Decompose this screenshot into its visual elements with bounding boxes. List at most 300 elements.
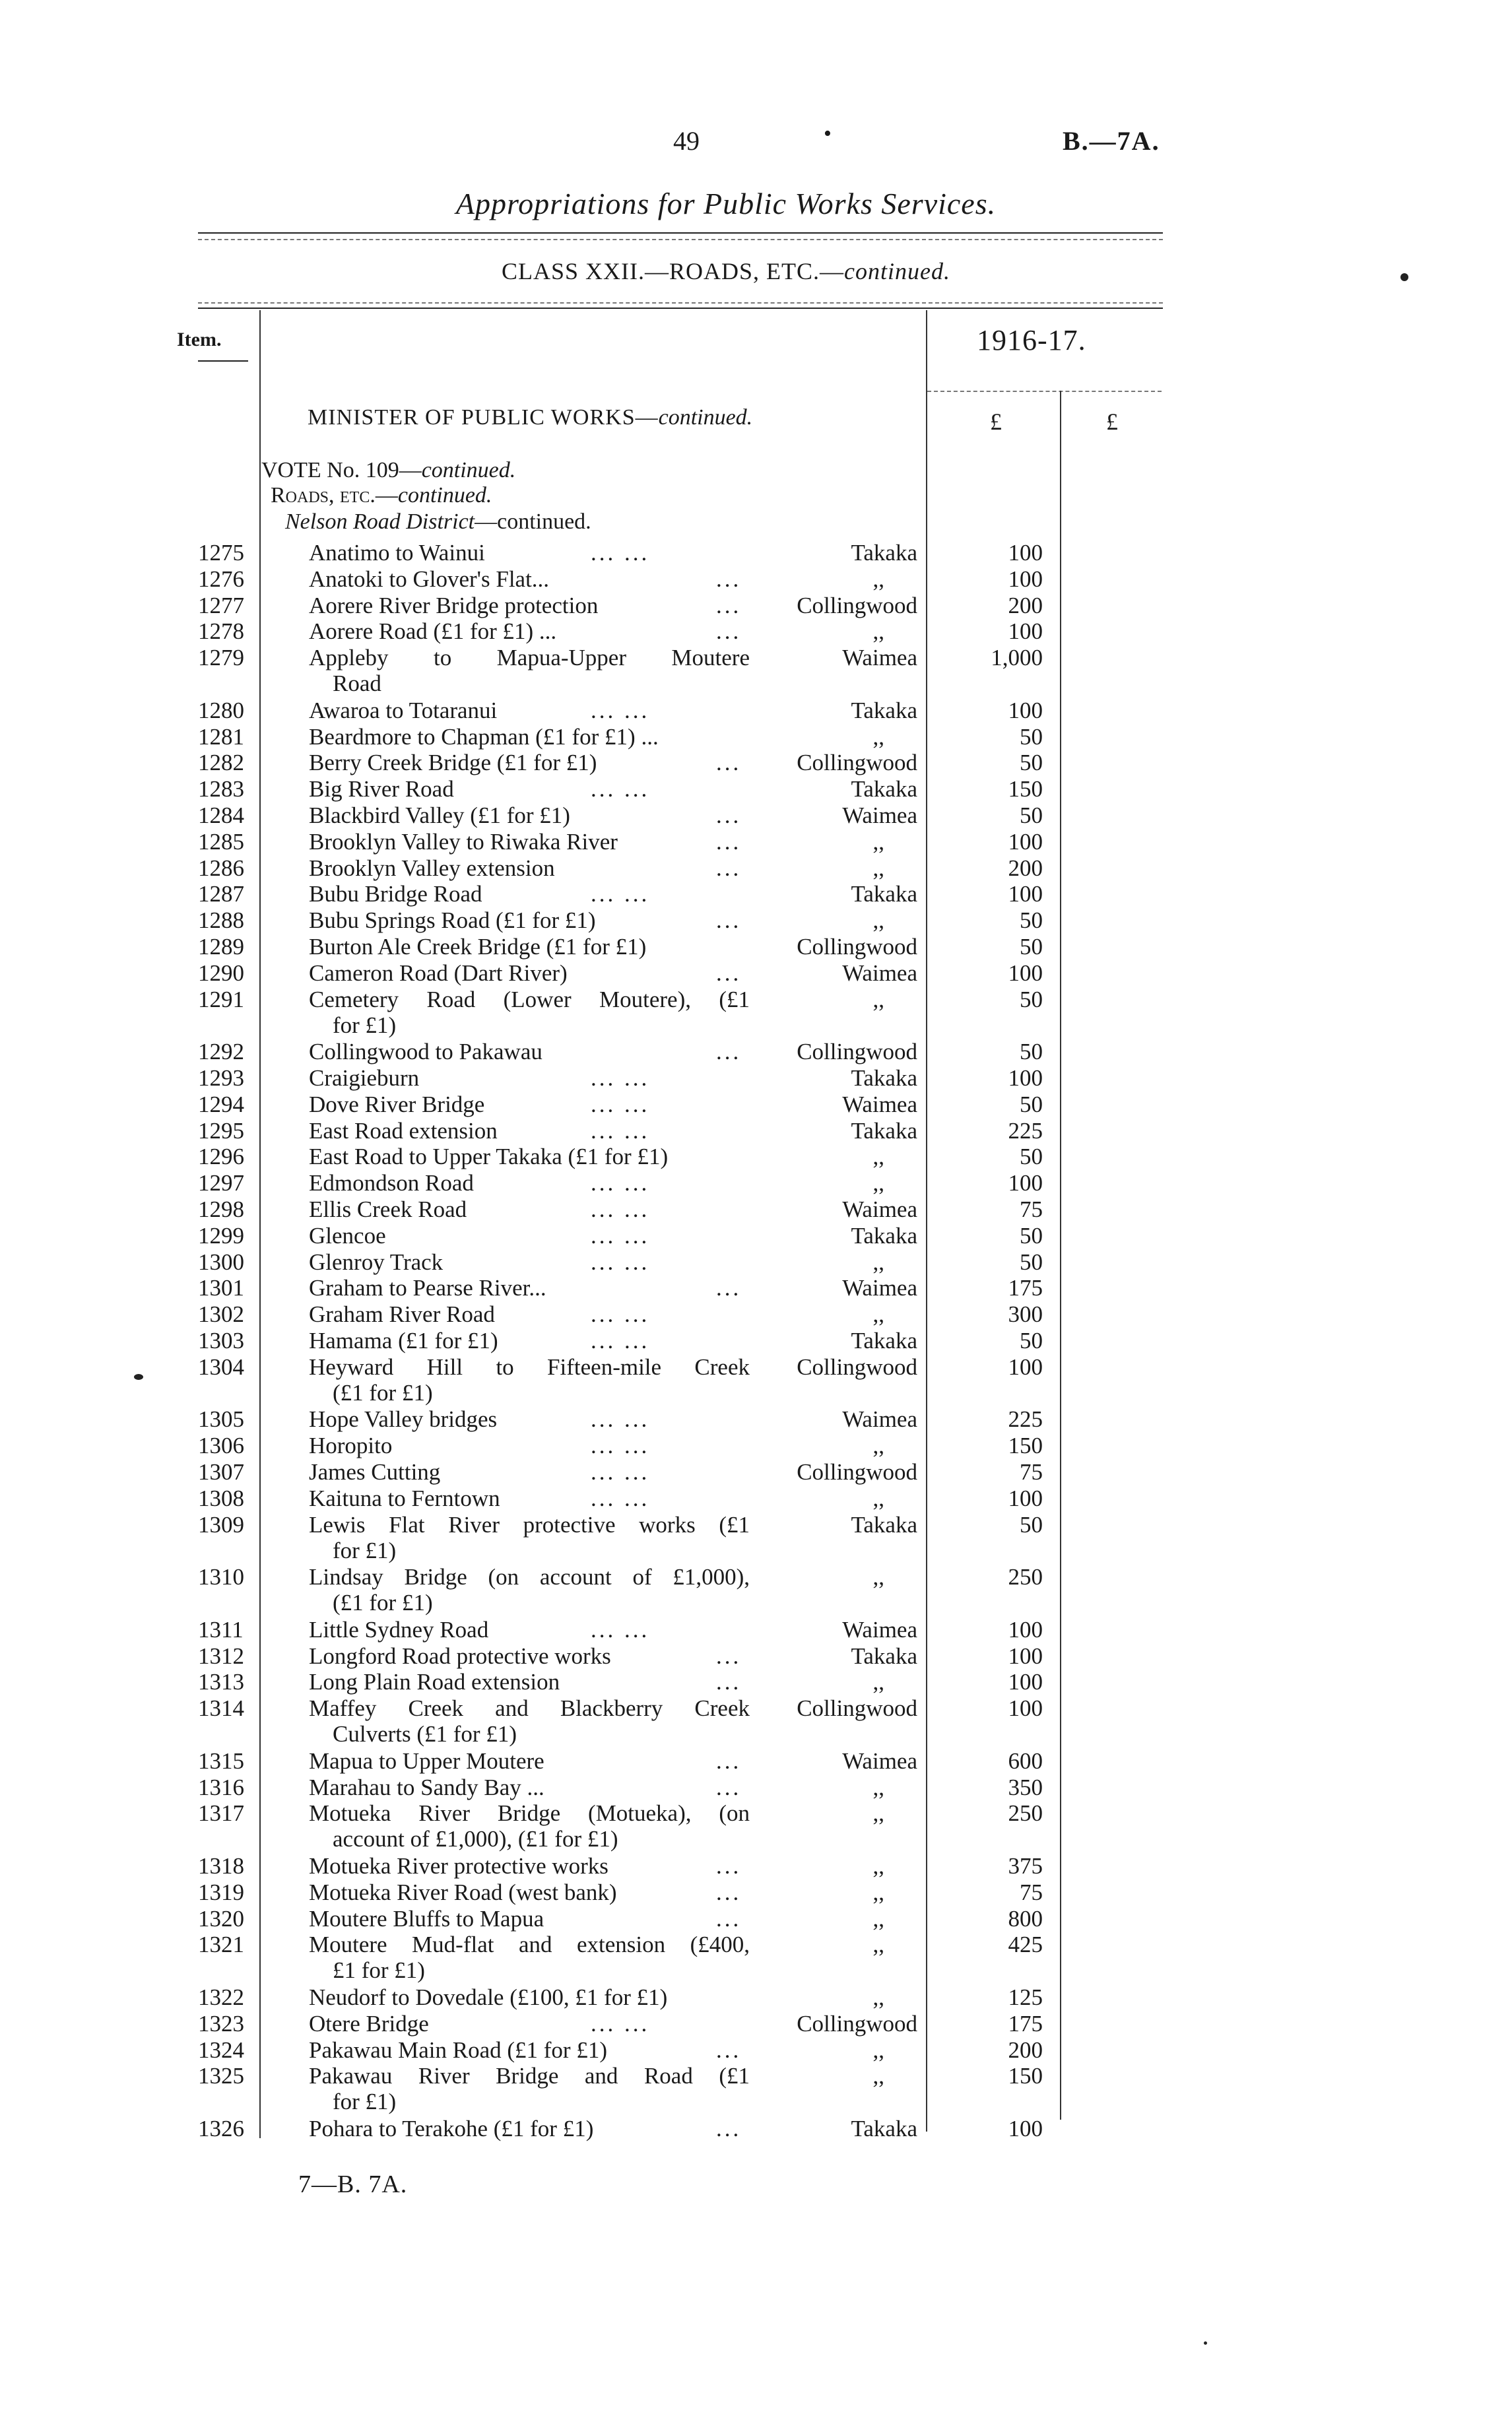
item-number: 1285 [198, 829, 244, 855]
leader-dots: ... ... [591, 1223, 650, 1249]
item-description-line: James Cutting [309, 1459, 441, 1485]
district: Waimea [842, 960, 917, 986]
item-description-line: East Road to Upper Takaka (£1 for £1) [309, 1144, 669, 1169]
leader-dots: ... ... [591, 1486, 650, 1511]
item-description-continuation: (£1 for £1) [333, 1590, 433, 1616]
item-description-line: Anatimo to Wainui [309, 540, 485, 566]
item-number: 1288 [198, 907, 244, 933]
class-title: CLASS XXII.—ROADS, ETC.—continued. [501, 258, 950, 284]
item-description [309, 1669, 750, 1695]
district: Collingwood [797, 1354, 917, 1380]
leader-dots: ... [716, 593, 742, 618]
district: Collingwood [797, 1039, 917, 1064]
amount: 50 [1020, 750, 1043, 775]
district: ,, [872, 1853, 884, 1879]
item-description [309, 1879, 750, 1905]
item-number: 1322 [198, 1984, 244, 2010]
amount: 50 [1020, 1092, 1043, 1117]
district: ,, [872, 618, 884, 644]
page-title: Appropriations for Public Works Services. [455, 187, 997, 220]
item-number: 1281 [198, 724, 244, 750]
amount: 100 [1008, 618, 1043, 644]
item-description [309, 1144, 750, 1169]
item-number: 1316 [198, 1775, 244, 1800]
district: ,, [872, 1170, 884, 1196]
district: Waimea [842, 1406, 917, 1432]
district: Waimea [842, 802, 917, 828]
district: Collingwood [797, 750, 917, 775]
item-description [309, 698, 750, 723]
amount: 100 [1008, 1170, 1043, 1196]
item-description-line: Blackbird Valley (£1 for £1) [309, 802, 570, 828]
district: ,, [872, 2063, 884, 2089]
item-description [309, 1433, 750, 1458]
amount: 100 [1008, 1486, 1043, 1511]
item-description [309, 1984, 750, 2010]
item-number: 1309 [198, 1512, 244, 1538]
item-description [309, 750, 750, 775]
district: Takaka [851, 1065, 917, 1091]
district: Waimea [842, 1748, 917, 1774]
district: ,, [872, 1249, 884, 1275]
amount: 200 [1008, 855, 1043, 881]
item-description-line: Graham River Road [309, 1301, 495, 1327]
district: Takaka [851, 776, 917, 802]
leader-dots: ... [716, 1853, 742, 1879]
margin-bullet [1400, 273, 1408, 281]
amount: 100 [1008, 2116, 1043, 2141]
item-number: 1293 [198, 1065, 244, 1091]
item-description-continuation: for £1) [333, 1012, 397, 1038]
amount: 425 [1008, 1932, 1043, 1957]
leader-dots: ... ... [591, 1170, 650, 1196]
item-description-line: Neudorf to Dovedale (£100, £1 for £1) [309, 1984, 668, 2010]
amount: 150 [1008, 2063, 1043, 2089]
district: Waimea [842, 1275, 917, 1301]
roads-heading: Roads, etc.—continued. [271, 483, 492, 507]
amount: 100 [1008, 960, 1043, 986]
item-number: 1307 [198, 1459, 244, 1485]
item-description [309, 1486, 750, 1511]
district: Collingwood [797, 1459, 917, 1485]
item-description [309, 724, 750, 750]
district: Takaka [851, 1223, 917, 1249]
item-description-line: Heyward Hill to Fifteen-mile Creek [309, 1354, 750, 1380]
district: Takaka [851, 1512, 917, 1538]
item-description-line: Pohara to Terakohe (£1 for £1) [309, 2116, 594, 2141]
district: ,, [872, 1879, 884, 1905]
column-rule-item [259, 310, 261, 2138]
district: ,, [872, 855, 884, 881]
leader-dots: ... ... [591, 1328, 650, 1354]
page-number: 49 [673, 126, 700, 156]
item-description-continuation: Culverts (£1 for £1) [333, 1721, 517, 1747]
leader-dots: ... ... [591, 1433, 650, 1458]
item-description-line: Dove River Bridge [309, 1092, 485, 1117]
item-description [309, 1695, 750, 1747]
item-description [309, 987, 750, 1038]
item-description-line: Long Plain Road extension [309, 1669, 560, 1695]
district: Collingwood [797, 934, 917, 960]
amount: 100 [1008, 1643, 1043, 1669]
district: Takaka [851, 1328, 917, 1354]
leader-dots: ... ... [591, 1118, 650, 1144]
item-description-line: Collingwood to Pakawau [309, 1039, 542, 1064]
leader-dots: ... [716, 960, 742, 986]
amount: 100 [1008, 698, 1043, 723]
item-description [309, 1643, 750, 1669]
item-description [309, 776, 750, 802]
item-number: 1275 [198, 540, 244, 566]
district: ,, [872, 1433, 884, 1458]
item-number: 1295 [198, 1118, 244, 1144]
amount: 1,000 [991, 645, 1043, 670]
item-description-line: Appleby to Mapua-Upper Moutere [309, 645, 750, 670]
item-number: 1291 [198, 987, 244, 1012]
item-description [309, 1853, 750, 1879]
currency-symbol: £ [1106, 408, 1118, 435]
item-description [309, 2063, 750, 2114]
district: Collingwood [797, 1695, 917, 1721]
item-description [309, 1617, 750, 1643]
currency-symbol: £ [990, 408, 1002, 435]
item-number: 1292 [198, 1039, 244, 1064]
amount: 50 [1020, 724, 1043, 750]
item-description [309, 1065, 750, 1091]
item-description-line: Craigieburn [309, 1065, 420, 1091]
item-description [309, 566, 750, 592]
column-rule-amount [1060, 391, 1061, 2120]
district: Takaka [851, 540, 917, 566]
amount: 800 [1008, 1906, 1043, 1932]
amount: 50 [1020, 1249, 1043, 1275]
item-description [309, 1906, 750, 1932]
amount: 100 [1008, 1354, 1043, 1380]
item-description [309, 1459, 750, 1485]
item-number: 1320 [198, 1906, 244, 1932]
leader-dots: ... [716, 618, 742, 644]
item-description [309, 1748, 750, 1774]
item-description [309, 1406, 750, 1432]
item-number: 1283 [198, 776, 244, 802]
item-number: 1303 [198, 1328, 244, 1354]
item-description-line: Motueka River protective works [309, 1853, 608, 1879]
leader-dots: ... ... [591, 540, 650, 566]
item-description-line: Brooklyn Valley to Riwaka River [309, 829, 618, 855]
item-description-line: Longford Road protective works [309, 1643, 611, 1669]
item-number: 1299 [198, 1223, 244, 1249]
item-column-header: Item. [177, 329, 222, 350]
amount: 250 [1008, 1564, 1043, 1590]
leader-dots: ... ... [591, 776, 650, 802]
item-description [309, 618, 750, 644]
leader-dots: ... [716, 1039, 742, 1064]
item-description-line: Awaroa to Totaranui [309, 698, 498, 723]
district: Waimea [842, 1617, 917, 1643]
item-description-line: East Road extension [309, 1118, 498, 1144]
leader-dots: ... [716, 829, 742, 855]
amount: 50 [1020, 1512, 1043, 1538]
amount: 75 [1020, 1459, 1043, 1485]
item-description-line: Hope Valley bridges [309, 1406, 498, 1432]
item-description-line: Otere Bridge [309, 2011, 429, 2037]
amount: 175 [1008, 2011, 1043, 2037]
amount: 225 [1008, 1406, 1043, 1432]
item-description-line: Moutere Bluffs to Mapua [309, 1906, 544, 1932]
district-heading: Nelson Road District—continued. [285, 509, 591, 534]
item-number: 1304 [198, 1354, 244, 1380]
header-marker: • [824, 121, 832, 146]
item-description [309, 829, 750, 855]
item-description [309, 593, 750, 618]
item-description-continuation: for £1) [333, 2089, 397, 2114]
item-number: 1278 [198, 618, 244, 644]
item-number: 1289 [198, 934, 244, 960]
leader-dots: ... [716, 1906, 742, 1932]
amount: 100 [1008, 1617, 1043, 1643]
item-description [309, 1328, 750, 1354]
district: ,, [872, 2037, 884, 2063]
amount: 50 [1020, 1223, 1043, 1249]
vote-heading: VOTE No. 109—continued. [261, 458, 516, 482]
item-description-line: Moutere Mud-flat and extension (£400, [309, 1932, 750, 1957]
item-description-continuation: account of £1,000), (£1 for £1) [333, 1826, 618, 1852]
item-description-continuation: for £1) [333, 1538, 397, 1563]
item-description [309, 1301, 750, 1327]
item-description [309, 1275, 750, 1301]
item-number: 1284 [198, 802, 244, 828]
item-description [309, 802, 750, 828]
item-description-continuation: £1 for £1) [333, 1957, 425, 1983]
amount: 150 [1008, 1433, 1043, 1458]
amount: 50 [1020, 934, 1043, 960]
item-number: 1298 [198, 1196, 244, 1222]
item-description [309, 1800, 750, 1852]
item-description [309, 1512, 750, 1563]
leader-dots: ... [716, 750, 742, 775]
page-signature: 7—B. 7A. [298, 2171, 408, 2198]
district: ,, [872, 566, 884, 592]
item-number: 1314 [198, 1695, 244, 1721]
leader-dots: ... ... [591, 1196, 650, 1222]
item-description [309, 1223, 750, 1249]
item-description [309, 934, 750, 960]
district: Takaka [851, 698, 917, 723]
district: ,, [872, 829, 884, 855]
column-rule-district [926, 310, 927, 2132]
item-description [309, 855, 750, 881]
item-number: 1321 [198, 1932, 244, 1957]
amount: 600 [1008, 1748, 1043, 1774]
leader-dots: ... [716, 1775, 742, 1800]
district: ,, [872, 724, 884, 750]
district: Takaka [851, 2116, 917, 2141]
item-number: 1290 [198, 960, 244, 986]
leader-dots: ... ... [591, 1092, 650, 1117]
year-column-header: 1916-17. [977, 324, 1086, 356]
item-number: 1326 [198, 2116, 244, 2141]
item-description [309, 540, 750, 566]
district: Takaka [851, 881, 917, 907]
item-description [309, 1775, 750, 1800]
item-number: 1282 [198, 750, 244, 775]
item-number: 1279 [198, 645, 244, 670]
item-number: 1313 [198, 1669, 244, 1695]
leader-dots: ... [716, 2116, 742, 2141]
district: Waimea [842, 1092, 917, 1117]
scan-mark [1204, 2341, 1207, 2345]
item-description-line: Graham to Pearse River... [309, 1275, 546, 1301]
amount: 75 [1020, 1196, 1043, 1222]
district: ,, [872, 1775, 884, 1800]
item-description [309, 1092, 750, 1117]
item-description-continuation: Road [333, 670, 381, 696]
amount: 100 [1008, 881, 1043, 907]
scan-mark [134, 1374, 143, 1380]
district: ,, [872, 987, 884, 1012]
item-description-line: Marahau to Sandy Bay ... [309, 1775, 544, 1800]
item-description [309, 907, 750, 933]
district: ,, [872, 907, 884, 933]
item-description [309, 2011, 750, 2037]
district: ,, [872, 1906, 884, 1932]
district: Takaka [851, 1643, 917, 1669]
item-description-line: Hamama (£1 for £1) [309, 1328, 498, 1354]
district: Collingwood [797, 593, 917, 618]
leader-dots: ... [716, 566, 742, 592]
item-description-line: Little Sydney Road [309, 1617, 489, 1643]
amount: 175 [1008, 1275, 1043, 1301]
amount: 300 [1008, 1301, 1043, 1327]
district: ,, [872, 1984, 884, 2010]
item-description-line: Cameron Road (Dart River) [309, 960, 568, 986]
item-description-line: Anatoki to Glover's Flat... [309, 566, 550, 592]
item-number: 1308 [198, 1486, 244, 1511]
leader-dots: ... ... [591, 1406, 650, 1432]
leader-dots: ... [716, 1669, 742, 1695]
item-description-line: Edmondson Road [309, 1170, 474, 1196]
item-number: 1310 [198, 1564, 244, 1590]
leader-dots: ... [716, 907, 742, 933]
item-description [309, 1354, 750, 1406]
item-number: 1325 [198, 2063, 244, 2089]
item-description [309, 2037, 750, 2063]
district: Waimea [842, 1196, 917, 1222]
item-description-line: Lewis Flat River protective works (£1 [309, 1512, 750, 1538]
item-description-line: Brooklyn Valley extension [309, 855, 555, 881]
item-description-line: Pakawau Main Road (£1 for £1) [309, 2037, 607, 2063]
district: ,, [872, 1486, 884, 1511]
amount: 50 [1020, 987, 1043, 1012]
district: Takaka [851, 1118, 917, 1144]
item-number: 1294 [198, 1092, 244, 1117]
leader-dots: ... [716, 1879, 742, 1905]
leader-dots: ... [716, 1748, 742, 1774]
district: ,, [872, 1932, 884, 1957]
item-description-line: Bubu Bridge Road [309, 881, 482, 907]
item-description [309, 645, 750, 696]
leader-dots: ... ... [591, 1249, 650, 1275]
item-description-line: Big River Road [309, 776, 454, 802]
item-description-line: Pakawau River Bridge and Road (£1 [309, 2063, 750, 2089]
amount: 75 [1020, 1879, 1043, 1905]
item-description-continuation: (£1 for £1) [333, 1380, 433, 1406]
leader-dots: ... [716, 802, 742, 828]
item-description-line: Ellis Creek Road [309, 1196, 467, 1222]
item-description-line: Glenroy Track [309, 1249, 444, 1275]
item-description-line: Bubu Springs Road (£1 for £1) [309, 907, 596, 933]
amount: 250 [1008, 1800, 1043, 1826]
item-number: 1280 [198, 698, 244, 723]
item-number: 1315 [198, 1748, 244, 1774]
item-description-line: Lindsay Bridge (on account of £1,000), [309, 1564, 750, 1590]
leader-dots: ... ... [591, 698, 650, 723]
item-description-line: Beardmore to Chapman (£1 for £1) ... [309, 724, 659, 750]
item-description-line: Horopito [309, 1433, 393, 1458]
amount: 100 [1008, 540, 1043, 566]
item-description [309, 1170, 750, 1196]
item-number: 1286 [198, 855, 244, 881]
item-number: 1312 [198, 1643, 244, 1669]
item-description-line: Aorere Road (£1 for £1) ... [309, 618, 557, 644]
class-rule [198, 308, 1163, 309]
item-number: 1297 [198, 1170, 244, 1196]
item-number: 1277 [198, 593, 244, 618]
district: ,, [872, 1144, 884, 1169]
leader-dots: ... ... [591, 1301, 650, 1327]
leader-dots: ... ... [591, 1065, 650, 1091]
amount: 50 [1020, 1144, 1043, 1169]
district: Collingwood [797, 2011, 917, 2037]
item-description [309, 2116, 750, 2141]
district: ,, [872, 1564, 884, 1590]
item-description-line: Kaituna to Ferntown [309, 1486, 500, 1511]
item-number: 1300 [198, 1249, 244, 1275]
district: Waimea [842, 645, 917, 670]
amount: 50 [1020, 802, 1043, 828]
leader-dots: ... [716, 1275, 742, 1301]
district: ,, [872, 1669, 884, 1695]
item-description-line: Mapua to Upper Moutere [309, 1748, 544, 1774]
amount: 50 [1020, 907, 1043, 933]
amount: 100 [1008, 829, 1043, 855]
item-number: 1311 [198, 1617, 244, 1643]
year-rule [927, 391, 1162, 392]
item-description-line: Maffey Creek and Blackberry Creek [309, 1695, 750, 1721]
leader-dots: ... ... [591, 1617, 650, 1643]
item-number: 1306 [198, 1433, 244, 1458]
leader-dots: ... ... [591, 1459, 650, 1485]
amount: 50 [1020, 1328, 1043, 1354]
district: ,, [872, 1800, 884, 1826]
amount: 375 [1008, 1853, 1043, 1879]
leader-dots: ... [716, 855, 742, 881]
amount: 125 [1008, 1984, 1043, 2010]
item-description [309, 1932, 750, 1983]
amount: 50 [1020, 1039, 1043, 1064]
amount: 200 [1008, 2037, 1043, 2063]
item-description [309, 960, 750, 986]
item-number: 1276 [198, 566, 244, 592]
item-number: 1302 [198, 1301, 244, 1327]
item-description-line: Glencoe [309, 1223, 386, 1249]
minister-heading: MINISTER OF PUBLIC WORKS—continued. [308, 405, 753, 430]
item-description-line: Burton Ale Creek Bridge (£1 for £1) [309, 934, 647, 960]
item-description [309, 1249, 750, 1275]
item-description [309, 881, 750, 907]
leader-dots: ... ... [591, 2011, 650, 2037]
amount: 100 [1008, 1695, 1043, 1721]
